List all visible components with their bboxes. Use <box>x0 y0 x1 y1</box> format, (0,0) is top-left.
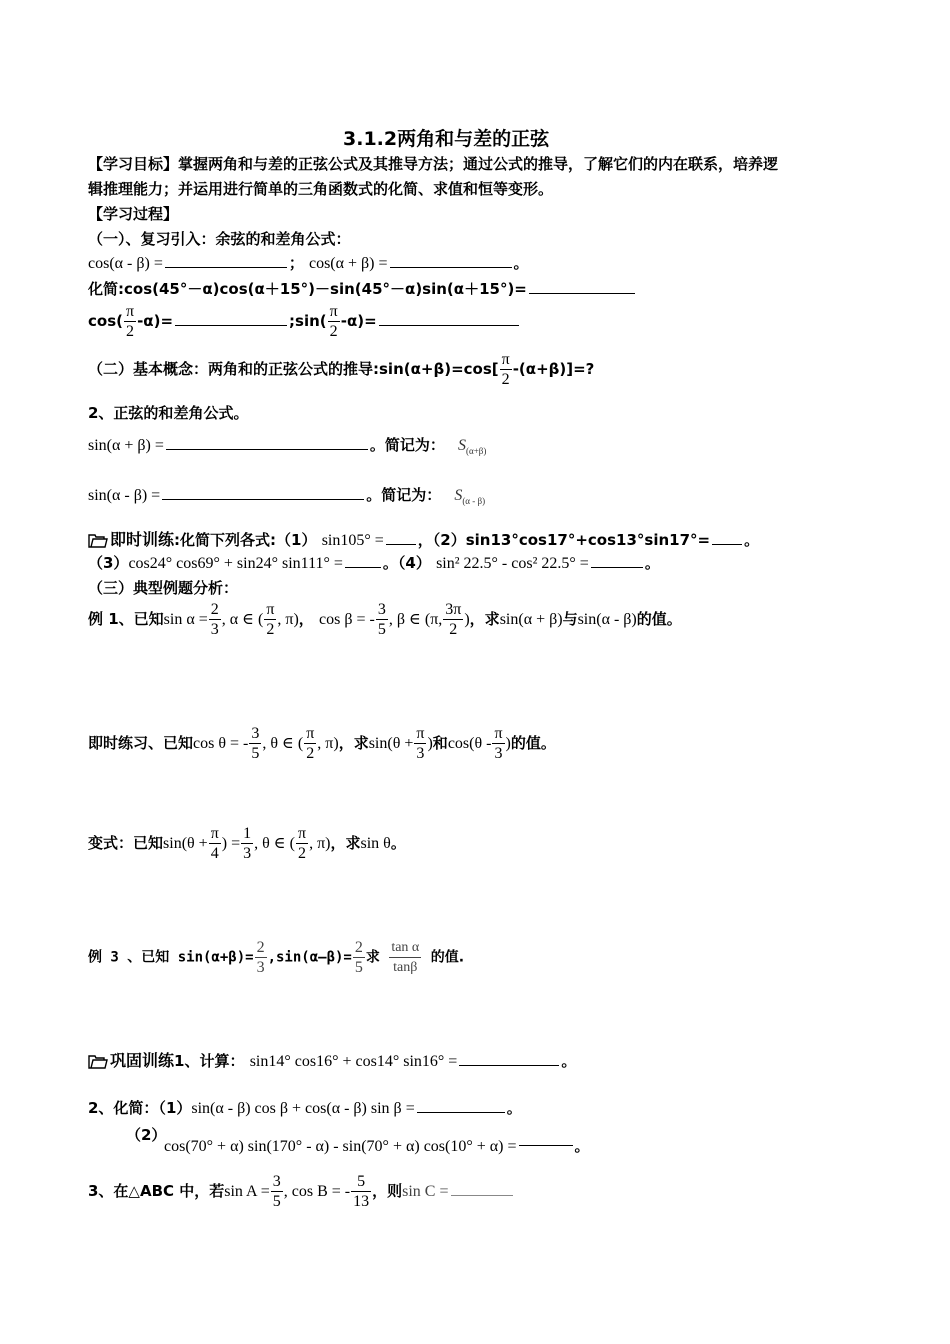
end-mark: 。 <box>644 554 660 572</box>
numerator: 2 <box>256 939 265 956</box>
simplify2-blank-1[interactable] <box>417 1098 505 1113</box>
section2-heading: 2、正弦的和差角公式。 <box>88 404 249 422</box>
theta-interval: , θ ∈ ( <box>262 735 304 752</box>
consolidation-blank[interactable] <box>459 1051 559 1066</box>
practice-q4-blank[interactable] <box>591 553 643 568</box>
ask: ，求 <box>469 610 500 628</box>
alpha-interval: , α ∈ ( <box>221 611 264 628</box>
examples-heading: （三）典型例题分析： <box>88 579 239 597</box>
example-3 <box>88 938 464 977</box>
denominator: 2 <box>306 745 315 762</box>
numerator: π <box>297 825 307 842</box>
sin-suffix: -α)= <box>340 312 377 330</box>
instant-prefix: 即时练习、已知 <box>88 734 194 752</box>
end-mark: 。 <box>390 834 406 852</box>
target-expression-2: sin(α - β) <box>577 611 637 628</box>
cofunction-line <box>88 302 521 341</box>
fraction <box>209 600 221 639</box>
simplify2-line-2 <box>164 1135 590 1156</box>
sine-sum-note: 。简记为： <box>369 436 445 454</box>
practice-label: 即时训练 <box>110 530 175 549</box>
and: 和 <box>432 734 448 752</box>
practice-text: :化简下列各式:（1） <box>174 531 317 549</box>
sine-diff-line <box>88 484 485 506</box>
pi-over-2-fraction <box>328 302 340 341</box>
simplify2-expression-2: cos(70° + α) sin(170° - α) - sin(70° + α) cos(10° + α) = <box>164 1138 517 1155</box>
practice-q4: sin² 22.5° - cos² 22.5° = <box>436 555 589 572</box>
denominator: 2 <box>298 845 307 862</box>
fraction-numerator: π <box>329 303 338 320</box>
numerator: tan α <box>389 938 421 958</box>
basic-concept-text: （二）基本概念：两角和的正弦公式的推导:sin(α+β)=cos[ <box>88 360 499 378</box>
practice-q3: cos24° cos69° + sin24° sin111° = <box>128 555 343 572</box>
instant-practice <box>88 724 556 763</box>
fraction <box>443 600 463 639</box>
beta-interval: , β ∈ (π, <box>388 611 443 628</box>
denominator: 3 <box>416 745 425 762</box>
numerator: 3π <box>445 601 462 618</box>
sin-expression-post: ) <box>427 735 433 752</box>
numerator: 2 <box>354 939 363 956</box>
consolidation <box>88 1048 576 1071</box>
numerator: 1 <box>243 825 252 842</box>
consolidation-label: 巩固训练 <box>110 1051 175 1070</box>
fraction <box>492 724 504 763</box>
numerator: 2 <box>210 601 219 618</box>
cos-sum-blank[interactable] <box>390 253 512 268</box>
cofunction-sin-blank[interactable] <box>379 311 519 326</box>
denominator: 3 <box>256 959 265 976</box>
folder-icon <box>88 534 108 548</box>
sine-sum-lhs: sin(α + β) = <box>88 437 164 454</box>
pi-over-2-fraction <box>124 302 136 341</box>
numerator: 3 <box>272 1173 281 1190</box>
sine-diff-note: 。简记为： <box>366 486 442 504</box>
cofunction-cos-blank[interactable] <box>175 311 287 326</box>
pi-over-2-fraction <box>500 350 512 389</box>
simplify-expression: 化简:cos(45°－α)cos(α＋15°)－sin(45°－α)sin(α＋15°)= <box>88 280 527 298</box>
symbol-subscript: (α - β) <box>462 496 486 507</box>
example-1 <box>88 600 682 639</box>
beta-interval-close: ) <box>464 611 470 628</box>
fraction <box>351 1172 371 1211</box>
theta-interval-close: , π) <box>309 835 331 852</box>
denominator: 5 <box>377 621 386 638</box>
simplify-blank[interactable] <box>529 279 635 294</box>
example3-mid: ,sin(α–β)= <box>267 949 352 966</box>
cos-expression-pre: cos(θ - <box>447 735 492 752</box>
theta-interval: , θ ∈ ( <box>254 835 295 852</box>
end-mark: 。 <box>744 531 760 549</box>
numerator: 5 <box>351 1172 371 1192</box>
variant <box>88 824 406 863</box>
lhs-post: ) = <box>221 835 241 852</box>
denominator: 5 <box>354 959 363 976</box>
and: 与 <box>562 610 578 628</box>
fraction-denominator: 2 <box>329 323 338 340</box>
alpha-interval-close: , π) <box>277 611 299 628</box>
simplify2-prefix: 2、化简：（1） <box>88 1099 192 1117</box>
sine-diff-lhs: sin(α - β) = <box>88 487 161 504</box>
fraction-numerator: π <box>125 303 135 320</box>
lhs-pre: sin(θ + <box>163 835 208 852</box>
basic-concept-tail: -(α+β)]=? <box>512 360 595 378</box>
denominator: 2 <box>266 621 275 638</box>
fraction <box>241 824 253 863</box>
symbol-subscript: (α+β) <box>466 446 487 457</box>
example3-prefix: 例 3 、已知 sin(α+β)= <box>88 949 254 966</box>
cos-suffix: -α)= <box>137 312 174 330</box>
triangle-problem <box>88 1172 513 1211</box>
denominator: 3 <box>210 621 219 638</box>
objectives-label: 【学习目标】 <box>88 155 179 173</box>
practice-q2: ，（2）sin13°cos17°+cos13°sin17°= <box>417 531 711 549</box>
fraction <box>296 824 308 863</box>
process-label: 【学习过程】 <box>88 205 179 223</box>
objectives-text-1: 掌握两角和与差的正弦公式及其推导方法；通过公式的推导，了解它们的内在联系，培养逻 <box>178 155 779 173</box>
target: sin θ <box>360 835 391 852</box>
end-mark: 。 <box>513 254 529 272</box>
review-heading: （一）、复习引入：余弦的和差角公式： <box>88 230 351 248</box>
fraction <box>264 600 276 639</box>
target-expression-1: sin(α + β) <box>499 611 563 628</box>
symbol-letter: S <box>458 437 467 454</box>
simplify2-expression-1: sin(α - β) cos β + cos(α - β) sin β = <box>191 1100 415 1117</box>
numerator: π <box>416 725 425 742</box>
ask: ，则 <box>372 1182 403 1200</box>
objectives-line-1 <box>88 153 778 174</box>
practice-q1: sin105° = <box>321 532 384 549</box>
sine-sum-blank[interactable] <box>166 435 368 450</box>
end-mark: 。 <box>506 1099 522 1117</box>
practice-line-1 <box>88 527 759 550</box>
simplify2-line-1 <box>88 1097 522 1118</box>
sine-sum-line <box>88 434 486 456</box>
practice-q1-blank[interactable] <box>386 530 416 545</box>
comma: ， <box>298 610 314 628</box>
ask: ，求 <box>338 734 369 752</box>
triangle-blank[interactable] <box>451 1181 513 1196</box>
simplify2-blank-2[interactable] <box>519 1135 573 1146</box>
ask: ，求 <box>330 834 361 852</box>
fraction <box>376 600 388 639</box>
sine-sum-symbol <box>458 437 487 457</box>
denominator: 3 <box>494 745 503 762</box>
practice-q3-blank[interactable] <box>345 553 381 568</box>
fraction-numerator: π <box>501 351 510 368</box>
cos-difference-blank[interactable] <box>165 253 287 268</box>
sin-A: sin A = <box>224 1183 270 1200</box>
fraction <box>304 724 316 763</box>
numerator: 3 <box>251 725 260 742</box>
end-mark: 。 <box>574 1137 590 1155</box>
sin-expression-pre: sin(θ + <box>368 735 414 752</box>
symbol-letter: S <box>454 487 463 504</box>
numerator: π <box>306 725 315 742</box>
numerator: π <box>494 725 503 742</box>
variant-prefix: 变式：已知 <box>88 834 164 852</box>
sin-prefix: sin( <box>295 312 327 330</box>
tan-ratio <box>389 938 421 977</box>
cos-beta: cos β = - <box>319 611 375 628</box>
denominator: 5 <box>251 745 260 762</box>
page-title: 3.1.2两角和与差的正弦 <box>343 128 550 150</box>
fraction <box>414 724 426 763</box>
cos-theta: cos θ = - <box>193 735 249 752</box>
denominator: 4 <box>210 845 219 862</box>
separator: ； <box>288 254 304 272</box>
folder-icon <box>88 1055 108 1069</box>
numerator: π <box>210 825 219 842</box>
practice-q4-label: 。（4） <box>382 554 431 572</box>
separator: ; <box>289 312 296 330</box>
fraction-denominator: 2 <box>501 371 510 388</box>
denominator: 2 <box>449 621 458 638</box>
cos-prefix: cos( <box>88 312 123 330</box>
practice-q2-blank[interactable] <box>712 530 742 545</box>
cos-sum-formula: cos(α + β) = <box>308 255 388 272</box>
consolidation-expression: sin14° cos16° + cos14° sin16° = <box>249 1053 458 1070</box>
simplify2-label-2: （2） <box>126 1126 167 1144</box>
practice-q3-label: （3） <box>88 554 129 572</box>
theta-interval-close: , π) <box>317 735 339 752</box>
fraction <box>255 938 267 977</box>
cos-expression-post: ) <box>505 735 511 752</box>
triangle-prefix: 3、在△ABC 中，若 <box>88 1182 225 1200</box>
objectives-line-2: 辑推理能力；并运用进行简单的三角函数式的化简、求值和恒等变形。 <box>88 180 554 198</box>
tail: 的值。 <box>510 734 556 752</box>
denominator: 3 <box>243 845 252 862</box>
sin-C: sin C = <box>402 1183 449 1200</box>
fraction-denominator: 2 <box>126 323 135 340</box>
fraction <box>353 938 365 977</box>
sine-diff-symbol <box>454 487 486 507</box>
sin-alpha: sin α = <box>163 611 208 628</box>
simplify-line <box>88 278 637 299</box>
example1-prefix: 例 1、已知 <box>88 610 164 628</box>
fraction <box>209 824 221 863</box>
fraction <box>271 1172 283 1211</box>
ask: 求 <box>365 949 380 966</box>
denominator: 13 <box>353 1193 370 1210</box>
denominator: 5 <box>272 1193 281 1210</box>
end-mark: 。 <box>561 1052 577 1070</box>
sine-diff-blank[interactable] <box>162 485 364 500</box>
cos-difference-formula: cos(α - β) = <box>88 255 163 272</box>
numerator: π <box>266 601 275 618</box>
consolidation-text: 1、计算： <box>174 1052 245 1070</box>
numerator: 3 <box>377 601 386 618</box>
basic-concept-line <box>88 350 594 389</box>
tail: 的值。 <box>636 610 682 628</box>
practice-line-2 <box>88 552 660 573</box>
fraction <box>249 724 261 763</box>
review-formula-line <box>88 252 529 273</box>
tail: 的值. <box>430 949 465 966</box>
cos-B: , cos B = - <box>283 1183 351 1200</box>
denominator: tanβ <box>393 960 418 975</box>
